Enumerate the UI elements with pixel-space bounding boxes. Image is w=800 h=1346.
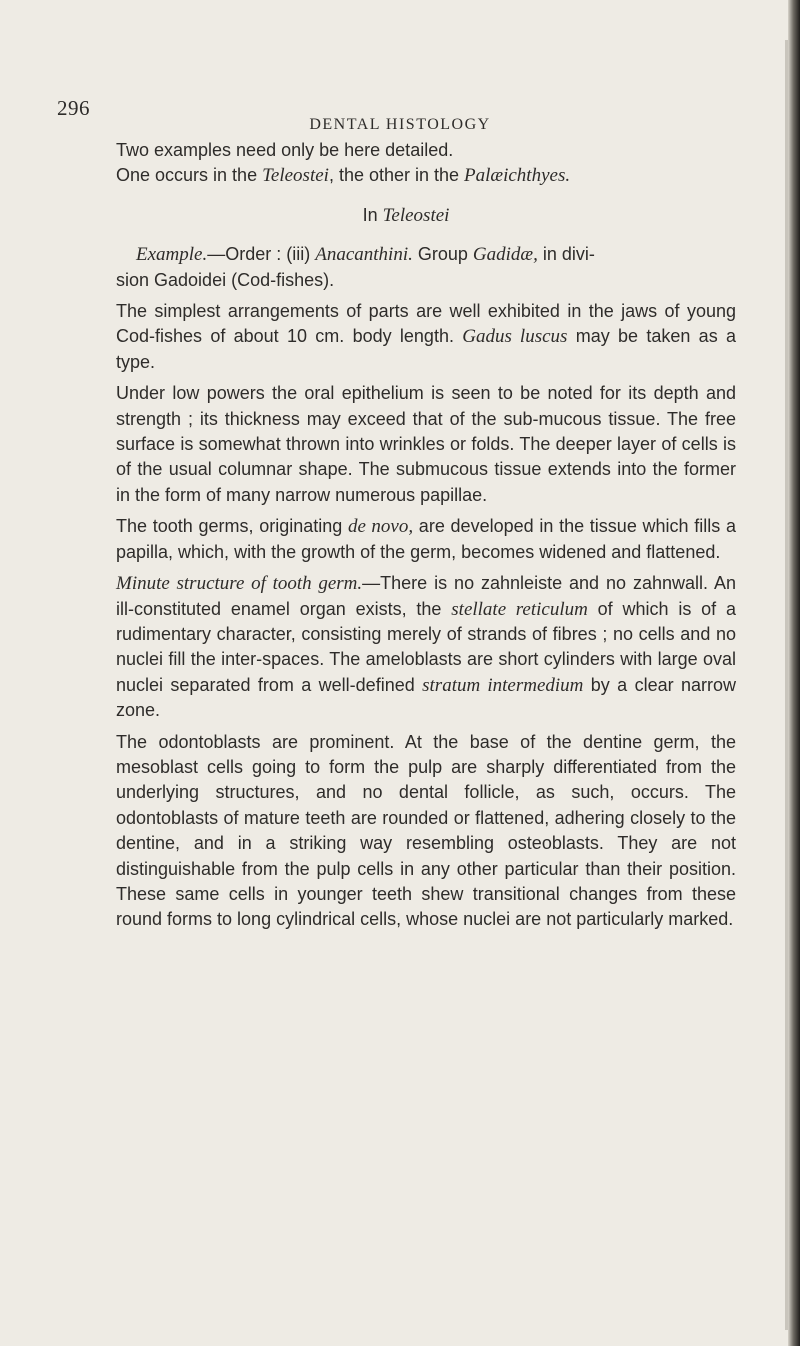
section-heading: In Teleostei — [362, 204, 450, 226]
running-head: DENTAL HISTOLOGY — [309, 116, 491, 133]
page-number: 296 — [57, 96, 90, 120]
page-edge-highlight — [785, 40, 788, 1330]
taxon-teleostei: Teleostei — [262, 165, 329, 187]
species-gadus-luscus: Gadus luscus — [462, 326, 568, 348]
example-label: Example. — [136, 244, 208, 266]
paragraph-tooth-germs: The tooth germs, originating de novo, are developed in the tissue which fills a papilla, which, with the growth of the germ, becomes widened and flattened. — [116, 516, 737, 562]
page-body — [116, 138, 736, 933]
paragraph-example: Example.—Order : (iii) Anacanthini. Group Gadidæ, in divi- sion Gadoidei (Cod-fishes). — [116, 244, 595, 290]
intro-line-1: Two examples need only be here detailed. — [116, 140, 454, 160]
page-edge-shadow — [788, 0, 800, 1346]
paragraph-simplest: The simplest arrangements of parts are well exhibited in the jaws of young Cod-fishes of about 10 cm. body length. Gadus luscus may be taken as a type. — [116, 301, 736, 372]
minute-structure-label: Minute structure of tooth germ. — [116, 573, 363, 595]
paragraph-odontoblasts: The odontoblasts are prominent. At the base of the dentine germ, the mesoblast cells going to form the pulp are sharply differentiated from the underlying structures, and no dental follicle, as such, occurs. The odontoblasts of mature teeth are rounded or flattened, adhering closely to the dentine, and in a striking way resembling osteoblasts. They are not distinguishable from the pulp cells in any other particular than their position. These same cells in younger teeth shew transitional changes from these round forms to long cylindrical cells, whose nuclei are not particularly marked. — [116, 731, 736, 930]
paragraph-minute-structure: Minute structure of tooth germ.—There is no zahnleiste and no zahnwall. An ill-constituted enamel organ exists, the stellate reticulum of which is of a rudimentary character, consisting merely of strands of fibres ; no cells and no nuclei fill the inter-spaces. The ameloblasts are short cylinders with large oval nuclei separated from a well-defined stratum intermedium by a clear narrow zone. — [116, 573, 736, 721]
paragraph-low-powers: Under low powers the oral epithelium is seen to be noted for its depth and strength ; its thickness may exceed that of the sub-mucous tissue. The free surface is somewhat thrown into wrinkles or folds. The deeper layer of cells is of the usual columnar shape. The submucous tissue extends into the former in the form of many narrow numerous papillae. — [116, 383, 736, 505]
taxon-palaeichthyes: Palæichthyes. — [464, 165, 571, 187]
paragraph-intro: Two examples need only be here detailed. One occurs in the Teleostei, the other in the Palæichthyes. — [116, 140, 571, 187]
